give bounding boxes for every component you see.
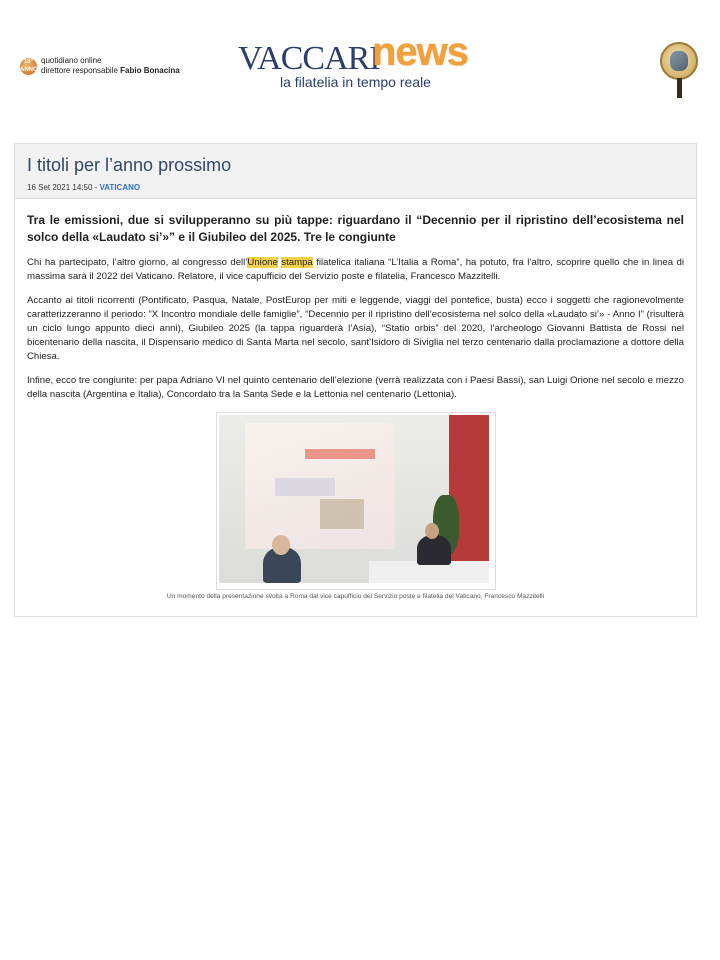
header-tagline [41,56,180,76]
highlight-stampa: stampa [281,257,313,268]
badge-number: 18° [23,59,34,65]
paragraph-1 [27,256,684,284]
paragraph-1-end: filatelica italiana “L’Italia a Roma”, ha potuto, fra l’altro, scoprire quello che in linea di massima sarà il 2022 del Vaticano. Relatore, il vice capufficio del Servizio poste e filatelia, Francesco Mazzitelli. [27,257,684,282]
site-logo[interactable] [238,32,488,92]
article-header [15,144,696,199]
site-header [0,0,720,110]
article-lead: Tra le emissioni, due si svilupperanno su più tappe: riguardano il “Decennio per il ripristino dell’ecosistema nel solco della «Laudato si’»” e il Giubileo del 2025. Tre le congiunte [27,213,684,244]
presentation-photo [219,415,489,583]
logo-subtitle: la filatelia in tempo reale [280,74,431,90]
screen-image [320,499,364,529]
paragraph-1-start: Chi ha partecipato, l’altro giorno, al congresso dell’ [27,257,248,268]
article-body [15,199,696,600]
header-tagline-block [20,56,180,76]
category-link[interactable]: VATICANO [99,183,141,192]
anniversary-badge-icon [20,58,37,75]
photo-frame[interactable] [216,412,496,590]
magnifier-handle [677,78,682,98]
logo-news-text: news [372,30,469,74]
speaker-person [417,535,451,565]
speaker-person-head [425,523,439,539]
paragraph-2: Accanto ai titoli ricorrenti (Pontificato, Pasqua, Natale, PostEurop per miti e leggende, viaggi del pontefice, busta) ecco i soggetti che ragionevolmente caratterizzeranno il periodo: “X Incontro mondiale delle famiglie”, “Decennio per il ripristino dell’ecosistema nel solco della «Laudato si’» - Anno I” (risulterà un ciclo lungo appunto dieci anni), Giubileo 2025 (la tappa riguarderà l’Asia), “Statio orbis” del 2020, l’archeologo Giovanni Battista de Rossi nel bicentenario della nascita, il Dispensario medico di Santa Marta nel secolo, sant’Isidoro di Siviglia nel terzo centenario dalla proclamazione a dottore della Chiesa. [27,295,684,362]
article-card [14,143,697,617]
magnifier-stamp-icon [660,42,702,100]
badge-label: ANNO [20,67,38,73]
screen-text-block [275,478,335,496]
logo-main-text: VACCARI [238,40,380,77]
article-title: I titoli per l’anno prossimo [27,155,232,175]
audience-person-head [272,535,290,555]
article-date: 16 Set 2021 14:50 - [27,183,100,192]
director-name: Fabio Bonacina [120,66,180,75]
screen-title-bar [305,449,375,459]
lens-shape [660,42,698,80]
tagline-line1: quotidiano online [41,56,102,65]
tagline-director-prefix: direttore responsabile [41,66,118,75]
article-meta [27,183,684,192]
highlight-unione: Unione [247,257,278,268]
article-figure [27,412,684,600]
paragraph-3: Infine, ecco tre congiunte: per papa Adriano VI nel quinto centenario dell’elezione (verrà realizzata con i Paesi Bassi), san Luigi Orione nel secolo e mezzo della nascita (Argentina e Italia), Concordato tra la Santa Sede e la Lettonia nel centenario (Lettonia). [27,375,684,400]
tagline-line2 [41,66,180,76]
projection-screen [245,423,395,549]
photo-caption: Un momento della presentazione svolta a Roma dal vice capufficio del Servizio poste e filatelia del Vaticano, Francesco Mazzitelli [166,593,545,600]
stamp-inner-shape [670,51,688,71]
